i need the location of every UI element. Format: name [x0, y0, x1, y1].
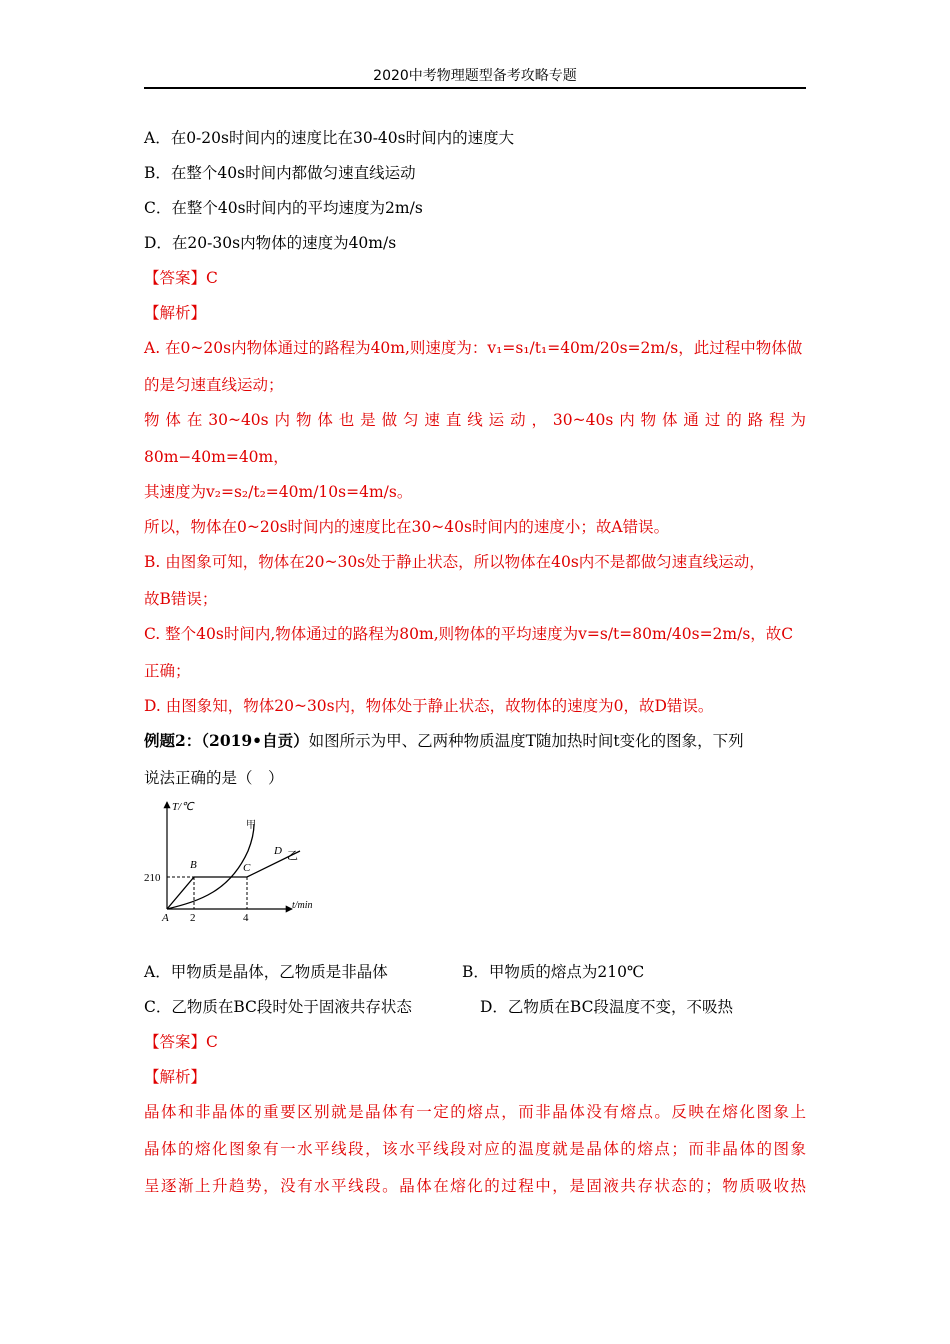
curve-jia — [167, 824, 254, 909]
q1-analysis-line-1: A. 在0~20s内物体通过的路程为40m,则速度为：v₁=s₁/t₁=40m/20s=2m/s，此过程中物体做 — [144, 339, 803, 357]
x-axis-label: t/min — [292, 900, 313, 911]
q2-analysis-label: 【解析】 — [144, 1068, 207, 1086]
header-divider — [144, 87, 806, 89]
point-d-label: D — [274, 845, 282, 857]
point-a-label: A — [162, 912, 169, 924]
q2-stem-line-2: 说法正确的是（ ） — [144, 769, 284, 787]
q1-analysis-line-9: C. 整个40s时间内,物体通过的路程为80m,则物体的平均速度为v=s/t=80m/40s=2m/s，故C — [144, 625, 794, 643]
q1-analysis-line-10: 正确； — [144, 662, 191, 680]
q1-analysis-line-7: B. 由图象可知，物体在20~30s处于静止状态，所以物体在40s内不是都做匀速直线运动， — [144, 553, 765, 571]
q2-answer: 【答案】C — [144, 1033, 218, 1051]
q1-analysis-line-6: 所以，物体在0~20s时间内的速度比在30~40s时间内的速度小；故A错误。 — [144, 518, 670, 536]
q2-stem-line-1 — [144, 730, 806, 752]
q2-analysis-line-1: 晶体和非晶体的重要区别就是晶体有一定的熔点，而非晶体没有熔点。反映在熔化图象上 — [144, 1103, 806, 1121]
x-tick-2: 2 — [190, 912, 196, 924]
curve-yi-label: 乙 — [287, 850, 298, 862]
q2-analysis-line-3: 呈逐渐上升趋势，没有水平线段。晶体在熔化的过程中，是固液共存状态的；物质吸收热 — [144, 1177, 806, 1195]
temperature-time-graph — [140, 796, 330, 926]
curve-jia-label: 甲 — [246, 820, 256, 831]
q1-option-a: A．在0-20s时间内的速度比在30-40s时间内的速度大 — [144, 129, 515, 147]
curve-yi — [167, 851, 300, 909]
q1-analysis-line-2: 的是匀速直线运动； — [144, 376, 284, 394]
q1-option-b: B．在整个40s时间内都做匀速直线运动 — [144, 164, 416, 182]
y-axis-label: T/℃ — [172, 801, 194, 813]
q2-stem-text: 如图所示为甲、乙两种物质温度T随加热时间t变化的图象，下列 — [308, 732, 744, 750]
q1-analysis-line-4: 80m−40m=40m， — [144, 448, 289, 466]
q1-option-d: D．在20-30s内物体的速度为40m/s — [144, 234, 397, 252]
q2-option-b: B．甲物质的熔点为210℃ — [462, 963, 645, 981]
y-tick-210: 210 — [144, 872, 161, 884]
q1-analysis-line-5: 其速度为v₂=s₂/t₂=40m/10s=4m/s。 — [144, 483, 413, 501]
q2-analysis-line-2: 晶体的熔化图象有一水平线段，该水平线段对应的温度就是晶体的熔点；而非晶体的图象 — [144, 1140, 806, 1158]
q1-analysis-line-3: 物体在30~40s内物体也是做匀速直线运动，30~40s内物体通过的路程为 — [144, 411, 806, 429]
q1-analysis-label: 【解析】 — [144, 304, 207, 322]
q2-option-a: A．甲物质是晶体，乙物质是非晶体 — [144, 963, 388, 981]
q1-option-c: C．在整个40s时间内的平均速度为2m/s — [144, 199, 423, 217]
q2-prefix: 例题2：（2019•自贡） — [144, 731, 309, 750]
q1-answer: 【答案】C — [144, 269, 218, 287]
q1-analysis-line-8: 故B错误； — [144, 590, 218, 608]
page-header: 2020中考物理题型备考攻略专题 — [373, 68, 577, 84]
q2-option-c: C．乙物质在BC段时处于固液共存状态 — [144, 998, 412, 1016]
x-tick-4: 4 — [243, 912, 249, 924]
point-c-label: C — [243, 862, 251, 874]
q1-analysis-line-11: D. 由图象知，物体20~30s内，物体处于静止状态，故物体的速度为0，故D错误。 — [144, 697, 714, 715]
q2-option-d: D．乙物质在BC段温度不变，不吸热 — [480, 998, 733, 1016]
point-b-label: B — [190, 859, 197, 871]
